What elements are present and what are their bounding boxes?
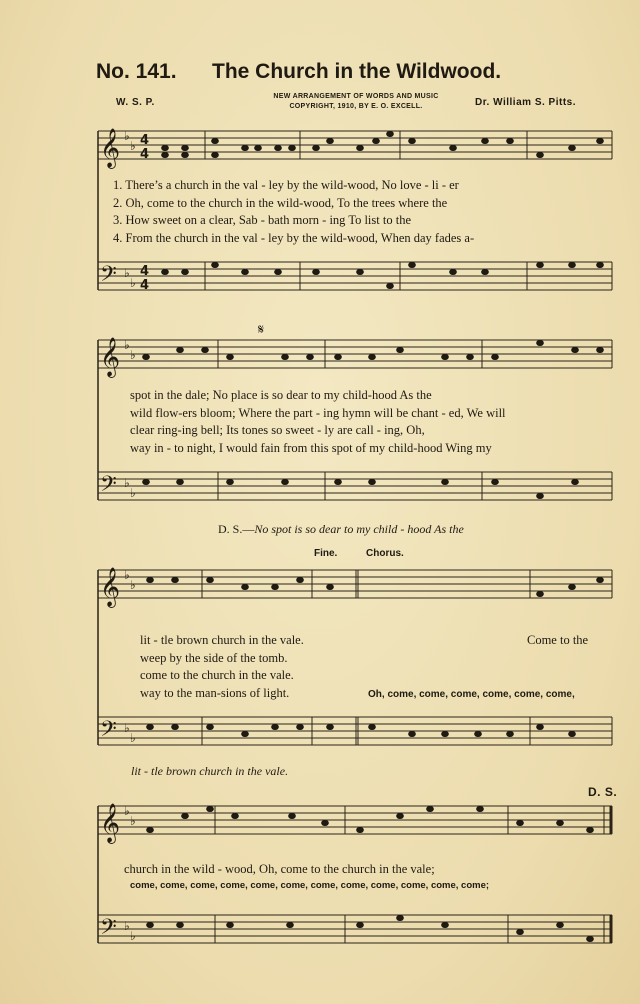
verse-3-line-2: clear ring-ing bell; Its tones so sweet - ly are call - ing, Oh, bbox=[130, 423, 425, 437]
verse-4-line-2: way in - to night, I would fain from this spot of my child-hood Wing my bbox=[130, 440, 492, 455]
dal-segno-line bbox=[218, 522, 464, 537]
verse-1-line-2: spot in the dale; No place is so dear to my child-hood As the bbox=[130, 388, 432, 402]
svg-text:♭: ♭ bbox=[130, 276, 136, 290]
svg-text:♭: ♭ bbox=[130, 578, 136, 592]
ds-marking: D. S. bbox=[588, 785, 618, 799]
svg-text:♭: ♭ bbox=[124, 476, 130, 490]
system1-treble-staff bbox=[98, 131, 612, 159]
svg-text:♭: ♭ bbox=[124, 338, 130, 352]
verse-3-line-3: come to the church in the vale. bbox=[140, 668, 294, 682]
ds-label: D. S.— bbox=[218, 522, 255, 536]
arrangement-line-2: COPYRIGHT, 1910, BY E. O. EXCELL. bbox=[289, 103, 423, 110]
verse-3-line-1: 3. How sweet on a clear, Sab - bath morn - ing To list to the bbox=[113, 213, 411, 227]
svg-text:𝄋: 𝄋 bbox=[258, 322, 265, 338]
system1-bass-staff bbox=[98, 262, 612, 290]
bass-echo-lyrics: lit - tle brown church in the vale. bbox=[131, 764, 289, 778]
verse-1-line-3: lit - tle brown church in the vale. bbox=[140, 633, 304, 647]
svg-text:𝄢: 𝄢 bbox=[100, 717, 117, 747]
svg-text:♭: ♭ bbox=[124, 266, 130, 280]
verse-1-line-1: 1. There’s a church in the val - ley by the wild-wood, No love - li - er bbox=[113, 178, 459, 192]
fine-marking: Fine. bbox=[314, 548, 338, 559]
svg-text:4: 4 bbox=[140, 278, 150, 293]
svg-text:𝄞: 𝄞 bbox=[100, 567, 121, 607]
verse-2-line-3: weep by the side of the tomb. bbox=[140, 650, 288, 665]
system4-bass-words: come, come, come, come, come, come, come, come, come, come, come, come; bbox=[130, 880, 490, 891]
composer-name: Dr. William S. Pitts. bbox=[475, 97, 576, 108]
svg-text:♭: ♭ bbox=[124, 129, 130, 143]
verse-2-line-1: 2. Oh, come to the church in the wild-wood, To the trees where the bbox=[113, 195, 448, 210]
hymn-number: No. 141. bbox=[96, 60, 177, 83]
svg-text:♭: ♭ bbox=[130, 348, 136, 362]
svg-text:4: 4 bbox=[140, 264, 150, 279]
svg-text:♭: ♭ bbox=[124, 568, 130, 582]
svg-text:♭: ♭ bbox=[124, 919, 130, 933]
chorus-heading: Chorus. bbox=[366, 548, 404, 559]
chorus-soprano-words: Come to the bbox=[527, 633, 589, 647]
svg-text:♭: ♭ bbox=[130, 486, 136, 500]
svg-text:𝄞: 𝄞 bbox=[100, 803, 121, 843]
svg-text:♭: ♭ bbox=[130, 731, 136, 745]
system4-lyrics: church in the wild - wood, Oh, come to the church in the vale; bbox=[124, 862, 435, 876]
svg-text:𝄢: 𝄢 bbox=[100, 472, 117, 502]
lyricist-initials: W. S. P. bbox=[116, 97, 155, 108]
svg-text:4: 4 bbox=[140, 133, 150, 148]
svg-text:𝄢: 𝄢 bbox=[100, 262, 117, 292]
svg-text:♭: ♭ bbox=[130, 929, 136, 943]
verse-2-line-2: wild flow-ers bloom; Where the part - ing hymn will be chant - ed, We will bbox=[130, 405, 506, 420]
svg-text:♭: ♭ bbox=[130, 814, 136, 828]
svg-text:𝄞: 𝄞 bbox=[100, 128, 121, 168]
svg-text:♭: ♭ bbox=[124, 721, 130, 735]
svg-text:♭: ♭ bbox=[130, 139, 136, 153]
svg-text:♭: ♭ bbox=[124, 804, 130, 818]
chorus-bass-words: Oh, come, come, come, come, come, come, bbox=[368, 689, 575, 700]
svg-text:𝄞: 𝄞 bbox=[100, 337, 121, 377]
system1-lyrics bbox=[113, 177, 474, 247]
svg-text:4: 4 bbox=[140, 147, 150, 162]
arrangement-line-1: NEW ARRANGEMENT OF WORDS AND MUSIC bbox=[273, 93, 439, 100]
ds-lyrics: No spot is so dear to my child - hood As the bbox=[254, 522, 464, 536]
verse-4-line-3: way to the man-sions of light. bbox=[140, 685, 290, 700]
hymn-title: The Church in the Wildwood. bbox=[212, 60, 502, 83]
system2-lyrics bbox=[130, 387, 506, 457]
svg-text:𝄢: 𝄢 bbox=[100, 915, 117, 945]
verse-4-line-1: 4. From the church in the val - ley by the wild-wood, When day fades a- bbox=[113, 230, 475, 245]
system3-lyrics bbox=[140, 632, 304, 702]
